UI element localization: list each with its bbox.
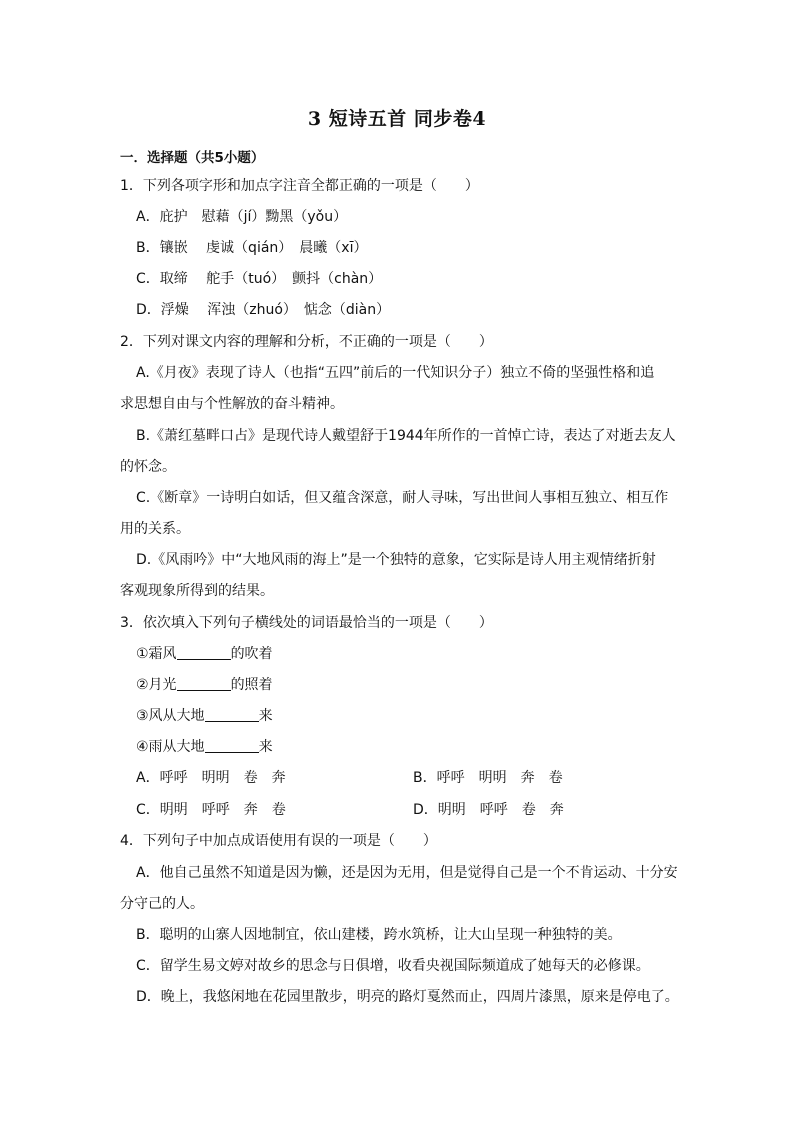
question-3-stem: 3．依次填入下列句子横线处的词语最恰当的一项是（ ） xyxy=(120,615,493,631)
question-4-stem: 4．下列句子中加点成语使用有误的一项是（ ） xyxy=(120,833,437,849)
question-1-option-b[interactable]: B．镶嵌 虔诚（qián） 晨曦（xī） xyxy=(136,240,368,256)
section-heading: 一．选择题（共5小题） xyxy=(120,150,265,166)
question-2-option-c[interactable]: C.《断章》一诗明白如话，但又蕴含深意，耐人寻味，写出世间人事相互独立、相互作 xyxy=(136,490,669,506)
question-1-stem: 1．下列各项字形和加点字注音全都正确的一项是（ ） xyxy=(120,178,479,194)
question-2-option-a[interactable]: A.《月夜》表现了诗人（也指“五四”前后的一代知识分子）独立不倚的坚强性格和追 xyxy=(136,365,655,381)
question-2-option-a-cont: 求思想自由与个性解放的奋斗精神。 xyxy=(120,396,344,412)
blank-line[interactable] xyxy=(177,676,231,691)
question-3-option-a[interactable]: A．呼呼 明明 卷 奔 xyxy=(136,770,286,786)
sentence-4-end: 来 xyxy=(258,739,273,755)
question-2-option-d[interactable]: D.《风雨吟》中“大地风雨的海上”是一个独特的意象，它实际是诗人用主观情绪折射 xyxy=(136,552,656,568)
question-3-sentence-2 xyxy=(136,676,273,694)
sentence-3-end: 来 xyxy=(258,708,273,724)
page-title: 3 短诗五首 同步卷4 xyxy=(307,108,487,130)
question-4-option-b[interactable]: B．聪明的山寨人因地制宜，依山建楼，跨水筑桥，让大山呈现一种独特的美。 xyxy=(136,927,622,943)
question-3-sentence-4 xyxy=(136,738,273,756)
question-3-sentence-3 xyxy=(136,707,273,725)
blank-line[interactable] xyxy=(205,707,259,722)
blank-line[interactable] xyxy=(177,645,231,660)
sentence-2-start: ②月光 xyxy=(136,677,177,693)
question-1-option-a[interactable]: A．庇护 慰藉（jí）黝黑（yǒu） xyxy=(136,209,348,225)
question-1-option-d[interactable]: D．浮燥 浑浊（zhuó） 惦念（diàn） xyxy=(136,302,391,318)
question-4-option-c[interactable]: C．留学生易文婷对故乡的思念与日俱增，收看央视国际频道成了她每天的必修课。 xyxy=(136,958,650,974)
question-4-option-d[interactable]: D．晚上，我悠闲地在花园里散步，明亮的路灯戛然而止，四周片漆黑，原来是停电了。 xyxy=(136,989,679,1005)
question-3-option-d[interactable]: D．明明 呼呼 卷 奔 xyxy=(413,802,564,818)
question-3-option-c[interactable]: C．明明 呼呼 奔 卷 xyxy=(136,802,286,818)
sentence-2-end: 的照着 xyxy=(230,677,273,693)
question-2-option-c-cont: 用的关系。 xyxy=(120,521,190,537)
sentence-1-end: 的吹着 xyxy=(230,646,273,662)
question-4-option-a[interactable]: A．他自己虽然不知道是因为懒，还是因为无用，但是觉得自己是一个不肯运动、十分安 xyxy=(136,865,678,881)
question-4-option-a-cont: 分守己的人。 xyxy=(120,896,204,912)
sentence-1-start: ①霜风 xyxy=(136,646,177,662)
sentence-4-start: ④雨从大地 xyxy=(136,739,205,755)
question-3-option-b[interactable]: B．呼呼 明明 奔 卷 xyxy=(413,770,563,786)
question-2-option-b[interactable]: B.《萧红墓畔口占》是现代诗人戴望舒于1944年所作的一首悼亡诗，表达了对逝去友人 xyxy=(136,428,676,444)
question-3-sentence-1 xyxy=(136,645,273,663)
question-2-stem: 2．下列对课文内容的理解和分析，不正确的一项是（ ） xyxy=(120,334,493,350)
question-2-option-d-cont: 客观现象所得到的结果。 xyxy=(120,583,274,599)
question-2-option-b-cont: 的怀念。 xyxy=(120,459,176,475)
blank-line[interactable] xyxy=(205,738,259,753)
sentence-3-start: ③风从大地 xyxy=(136,708,205,724)
question-1-option-c[interactable]: C．取缔 舵手（tuó） 颤抖（chàn） xyxy=(136,271,383,287)
